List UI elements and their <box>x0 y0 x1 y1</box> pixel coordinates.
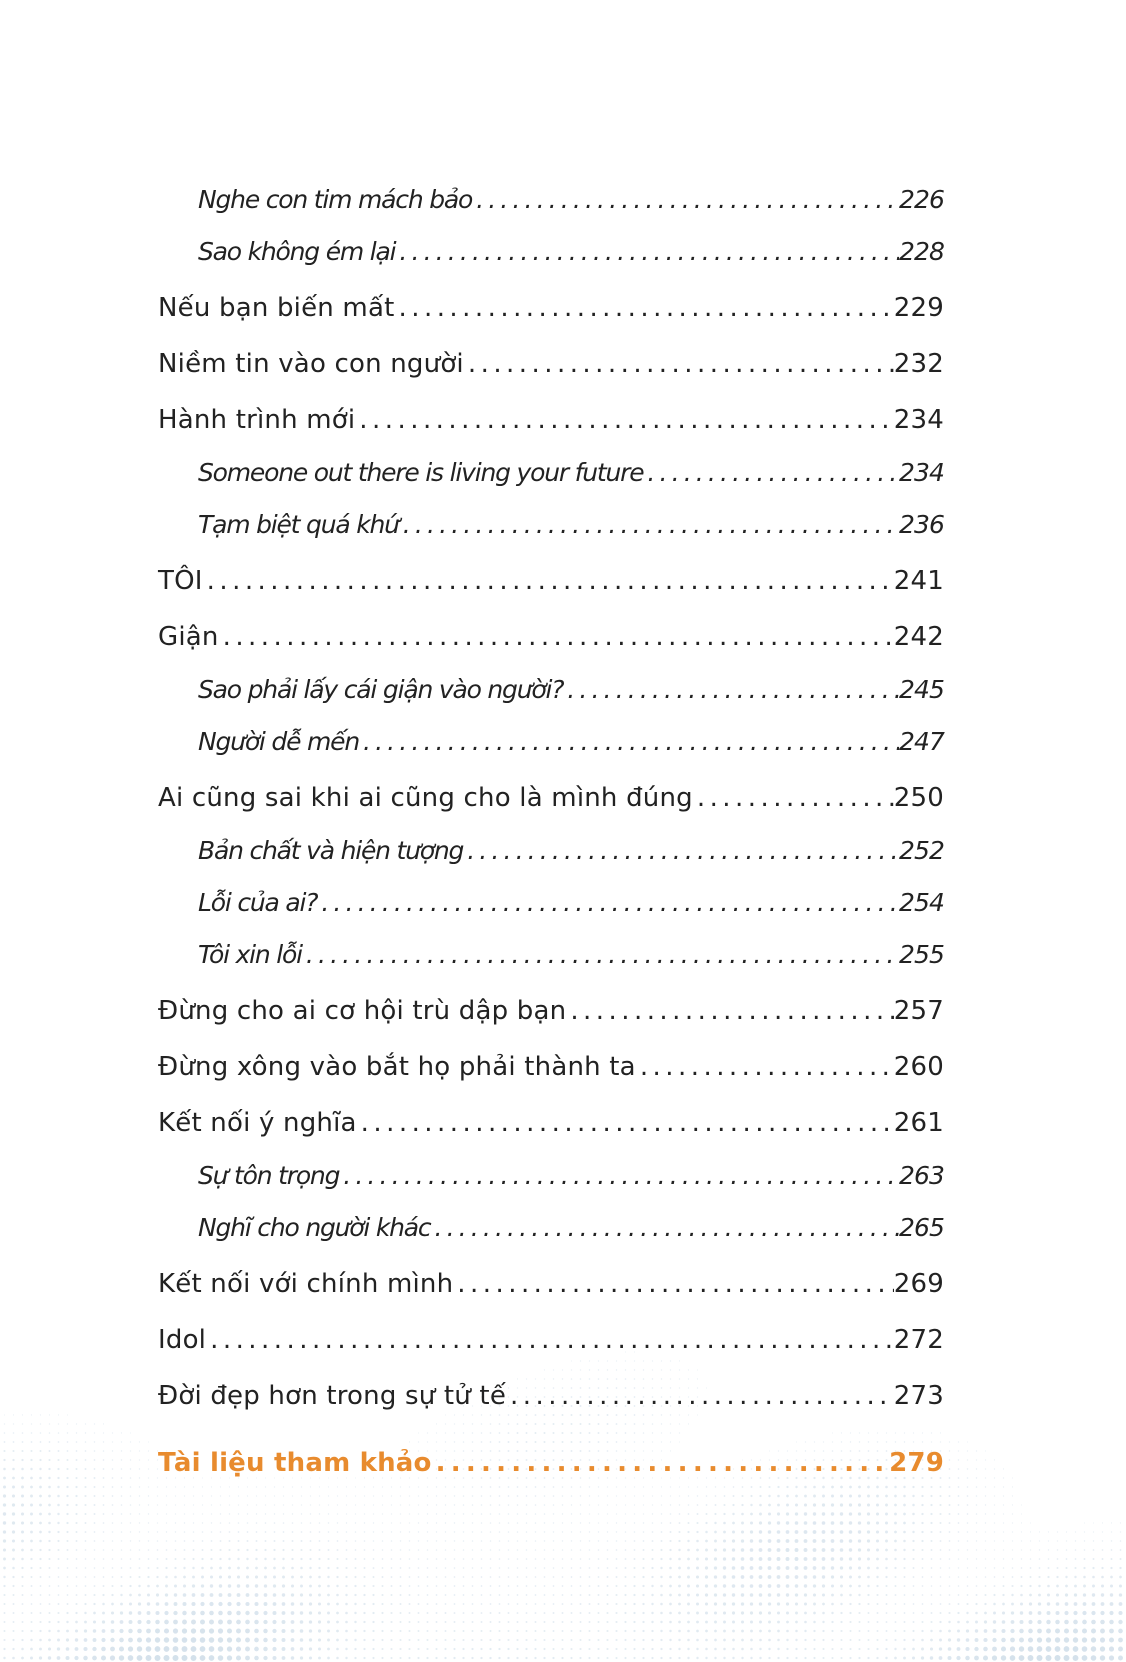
toc-leader-dots <box>359 722 899 762</box>
toc-entry-hanh-trinh-moi[interactable] <box>158 400 944 440</box>
toc-entry-page: 232 <box>893 349 944 379</box>
toc-entry-title: Bản chất và hiện tượng <box>198 836 464 865</box>
toc-entry-title: Đừng xông vào bắt họ phải thành ta <box>158 1052 636 1082</box>
toc-leader-dots <box>506 1376 894 1416</box>
toc-entry-title: Tôi xin lỗi <box>198 940 302 969</box>
toc-entry-nguoi-de-men[interactable] <box>198 722 944 762</box>
toc-leader-dots <box>203 561 894 601</box>
toc-entry-title: Tạm biệt quá khứ <box>198 510 399 539</box>
toc-entry-doi-dep-hon[interactable] <box>158 1376 944 1416</box>
toc-entry-page: 269 <box>893 1269 944 1299</box>
toc-entry-page: 241 <box>893 566 944 596</box>
toc-entry-page: 245 <box>898 675 944 704</box>
toc-entry-page: 234 <box>898 458 944 487</box>
toc-leader-dots <box>453 1264 893 1304</box>
toc-entry-page: 265 <box>898 1213 944 1242</box>
toc-entry-title: Sao phải lấy cái giận vào người? <box>198 675 564 704</box>
toc-entry-title: Người dễ mến <box>198 727 359 756</box>
toc-entry-dung-cho-ai-co-hoi[interactable] <box>158 991 944 1031</box>
toc-entry-page: 250 <box>893 783 944 813</box>
toc-leader-dots <box>302 935 899 975</box>
toc-entry-sao-phai-lay-cai-gian[interactable] <box>198 670 944 710</box>
toc-entry-title: Nghĩ cho người khác <box>198 1213 431 1242</box>
toc-leader-dots <box>219 617 894 657</box>
toc-leader-dots <box>464 344 894 384</box>
toc-leader-dots <box>463 831 899 871</box>
toc-leader-dots <box>693 778 894 818</box>
toc-entry-title: Kết nối ý nghĩa <box>158 1108 357 1138</box>
toc-entry-page: 226 <box>898 185 944 214</box>
toc-leader-dots <box>317 883 899 923</box>
toc-entry-ban-chat-va-hien-tuong[interactable] <box>198 831 944 871</box>
toc-entry-title: Idol <box>158 1325 207 1355</box>
toc-entry-title: Someone out there is living your future <box>198 458 644 487</box>
toc-entry-someone-out-there[interactable] <box>198 453 944 493</box>
toc-entry-page: 260 <box>893 1052 944 1082</box>
toc-leader-dots <box>432 1443 890 1483</box>
toc-leader-dots <box>563 670 899 710</box>
toc-entry-title: TÔI <box>158 566 203 596</box>
toc-entry-page: 252 <box>898 836 944 865</box>
toc-entry-page: 263 <box>898 1161 944 1190</box>
toc-entry-page: 228 <box>898 237 944 266</box>
toc-entry-tai-lieu-tham-khao[interactable] <box>158 1443 944 1483</box>
toc-entry-title: Sự tôn trọng <box>198 1161 340 1190</box>
toc-entry-title: Lỗi của ai? <box>198 888 318 917</box>
toc-entry-toi[interactable] <box>158 561 944 601</box>
toc-entry-page: 272 <box>893 1325 944 1355</box>
toc-entry-page: 247 <box>898 727 944 756</box>
toc-leader-dots <box>430 1208 898 1248</box>
toc-entry-page: 254 <box>898 888 944 917</box>
toc-entry-title: Giận <box>158 622 219 652</box>
toc-leader-dots <box>472 180 899 220</box>
toc-entry-loi-cua-ai[interactable] <box>198 883 944 923</box>
toc-leader-dots <box>395 288 894 328</box>
toc-entry-title: Đừng cho ai cơ hội trù dập bạn <box>158 996 567 1026</box>
toc-entry-page: 229 <box>893 293 944 323</box>
toc-entry-title: Tài liệu tham khảo <box>158 1448 432 1478</box>
toc-entry-title: Kết nối với chính mình <box>158 1269 454 1299</box>
toc-entry-title: Nếu bạn biến mất <box>158 293 395 323</box>
toc-leader-dots <box>357 1103 894 1143</box>
toc-entry-ket-noi-voi-chinh-minh[interactable] <box>158 1264 944 1304</box>
toc-entry-page: 273 <box>893 1381 944 1411</box>
toc-entry-ket-noi-y-nghia[interactable] <box>158 1103 944 1143</box>
toc-entry-idol[interactable] <box>158 1320 944 1360</box>
toc-entry-sao-khong-em-lai[interactable] <box>198 232 944 272</box>
toc-entry-toi-xin-loi[interactable] <box>198 935 944 975</box>
toc-entry-ai-cung-sai[interactable] <box>158 778 944 818</box>
toc-entry-page: 236 <box>898 510 944 539</box>
toc-entry-gian[interactable] <box>158 617 944 657</box>
toc-entry-niem-tin-vao-con-nguoi[interactable] <box>158 344 944 384</box>
toc-entry-title: Nghe con tim mách bảo <box>198 185 473 214</box>
toc-leader-dots <box>355 400 893 440</box>
toc-entry-nghe-con-tim-mach-bao[interactable] <box>198 180 944 220</box>
toc-entry-page: 257 <box>893 996 944 1026</box>
toc-entry-title: Niềm tin vào con người <box>158 349 464 379</box>
toc-entry-nghi-cho-nguoi-khac[interactable] <box>198 1208 944 1248</box>
toc-leader-dots <box>636 1047 894 1087</box>
toc-entry-page: 261 <box>893 1108 944 1138</box>
toc-entry-page: 279 <box>889 1448 944 1478</box>
toc-leader-dots <box>395 232 899 272</box>
toc-leader-dots <box>206 1320 894 1360</box>
toc-leader-dots <box>643 453 899 493</box>
toc-entry-title: Ai cũng sai khi ai cũng cho là mình đúng <box>158 783 693 813</box>
toc-leader-dots <box>566 991 893 1031</box>
toc-entry-title: Đời đẹp hơn trong sự tử tế <box>158 1381 507 1411</box>
toc-entry-title: Hành trình mới <box>158 405 356 435</box>
toc-entry-page: 234 <box>893 405 944 435</box>
toc-entry-neu-ban-bien-mat[interactable] <box>158 288 944 328</box>
toc-entry-su-ton-trong[interactable] <box>198 1156 944 1196</box>
toc-entry-tam-biet-qua-khu[interactable] <box>198 505 944 545</box>
toc-entry-title: Sao không ém lại <box>198 237 396 266</box>
toc-leader-dots <box>399 505 899 545</box>
toc-entry-page: 242 <box>893 622 944 652</box>
toc-leader-dots <box>339 1156 899 1196</box>
toc-entry-dung-xong-vao[interactable] <box>158 1047 944 1087</box>
toc-entry-page: 255 <box>898 940 944 969</box>
